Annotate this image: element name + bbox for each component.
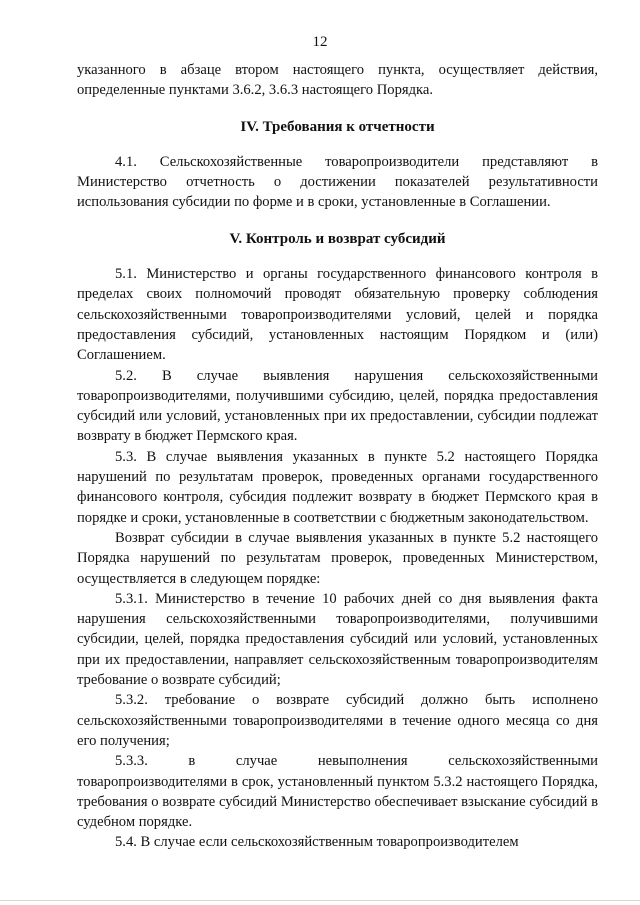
section-heading-v: V. Контроль и возврат субсидий — [229, 230, 446, 247]
page-number: 12 — [312, 34, 328, 50]
paragraph-5-2: 5.2. В случае выявления нарушения сельскохозяйственными товаропроизводителями, получившими субсидию, целей, порядка предоставления субсидий или условий, установленных при их предоставлении, субсидии подлежат возврату в бюджет Пермского края. — [77, 367, 598, 445]
paragraph-5-1: 5.1. Министерство и органы государственного финансового контроля в пределах своих полномочий проводят обязательную проверку соблюдения сельскохозяйственными товаропроизводителями условий, целей и порядка предоставления субсидий, установленных настоящим Порядком и (или) Соглашением. — [77, 266, 598, 364]
paragraph-5-3-3: 5.3.3. в случае невыполнения сельскохозяйственными товаропроизводителями в срок, установленный пунктом 5.3.2 настоящего Порядка, требования о возврате субсидий Министерство обеспечивает взыскание субсидий в судебном порядке. — [77, 753, 598, 831]
paragraph-continuation: указанного в абзаце втором настоящего пункта, осуществляет действия, определенные пунктами 3.6.2, 3.6.3 настоящего Порядка. — [77, 62, 598, 99]
paragraph-5-3-return: Возврат субсидии в случае выявления указанных в пункте 5.2 настоящего Порядка нарушений по результатам проверок, проведенных Министерством, осуществляется в следующем порядке: — [77, 529, 598, 587]
spacer — [77, 137, 598, 152]
paragraph-5-3-2: 5.3.2. требование о возврате субсидий должно быть исполнено сельскохозяйственными товаропроизводителями в течение одного месяца со дня его получения; — [77, 692, 598, 749]
spacer — [77, 213, 598, 229]
paragraph-5-4: 5.4. В случае если сельскохозяйственным товаропроизводителем — [115, 834, 519, 851]
spacer — [77, 249, 598, 264]
spacer — [77, 101, 598, 117]
scan-edge-line — [0, 900, 640, 901]
section-heading-iv: IV. Требования к отчетности — [240, 118, 435, 135]
paragraph-5-3-1: 5.3.1. Министерство в течение 10 рабочих дней со дня выявления факта нарушения сельскохозяйственными товаропроизводителями, получившими субсидии, целей, порядка предоставления субсидий или условий, установленных при их предоставлении, направляет сельскохозяйственным товаропроизводителям требование о возврате субсидий; — [77, 590, 598, 689]
paragraph-4-1: 4.1. Сельскохозяйственные товаропроизводители представляют в Министерство отчетность о достижении показателей результативности использования субсидии по форме и в сроки, установленные в Соглашении. — [77, 153, 598, 211]
paragraph-5-3: 5.3. В случае выявления указанных в пункте 5.2 настоящего Порядка нарушений по результатам проверок, проведенных органами государственного финансового контроля, субсидия подлежит возврату в бюджет Пермского края в порядке и сроки, установленные в соответствии с бюджетным законодательством. — [77, 448, 598, 526]
document-body — [77, 60, 598, 853]
